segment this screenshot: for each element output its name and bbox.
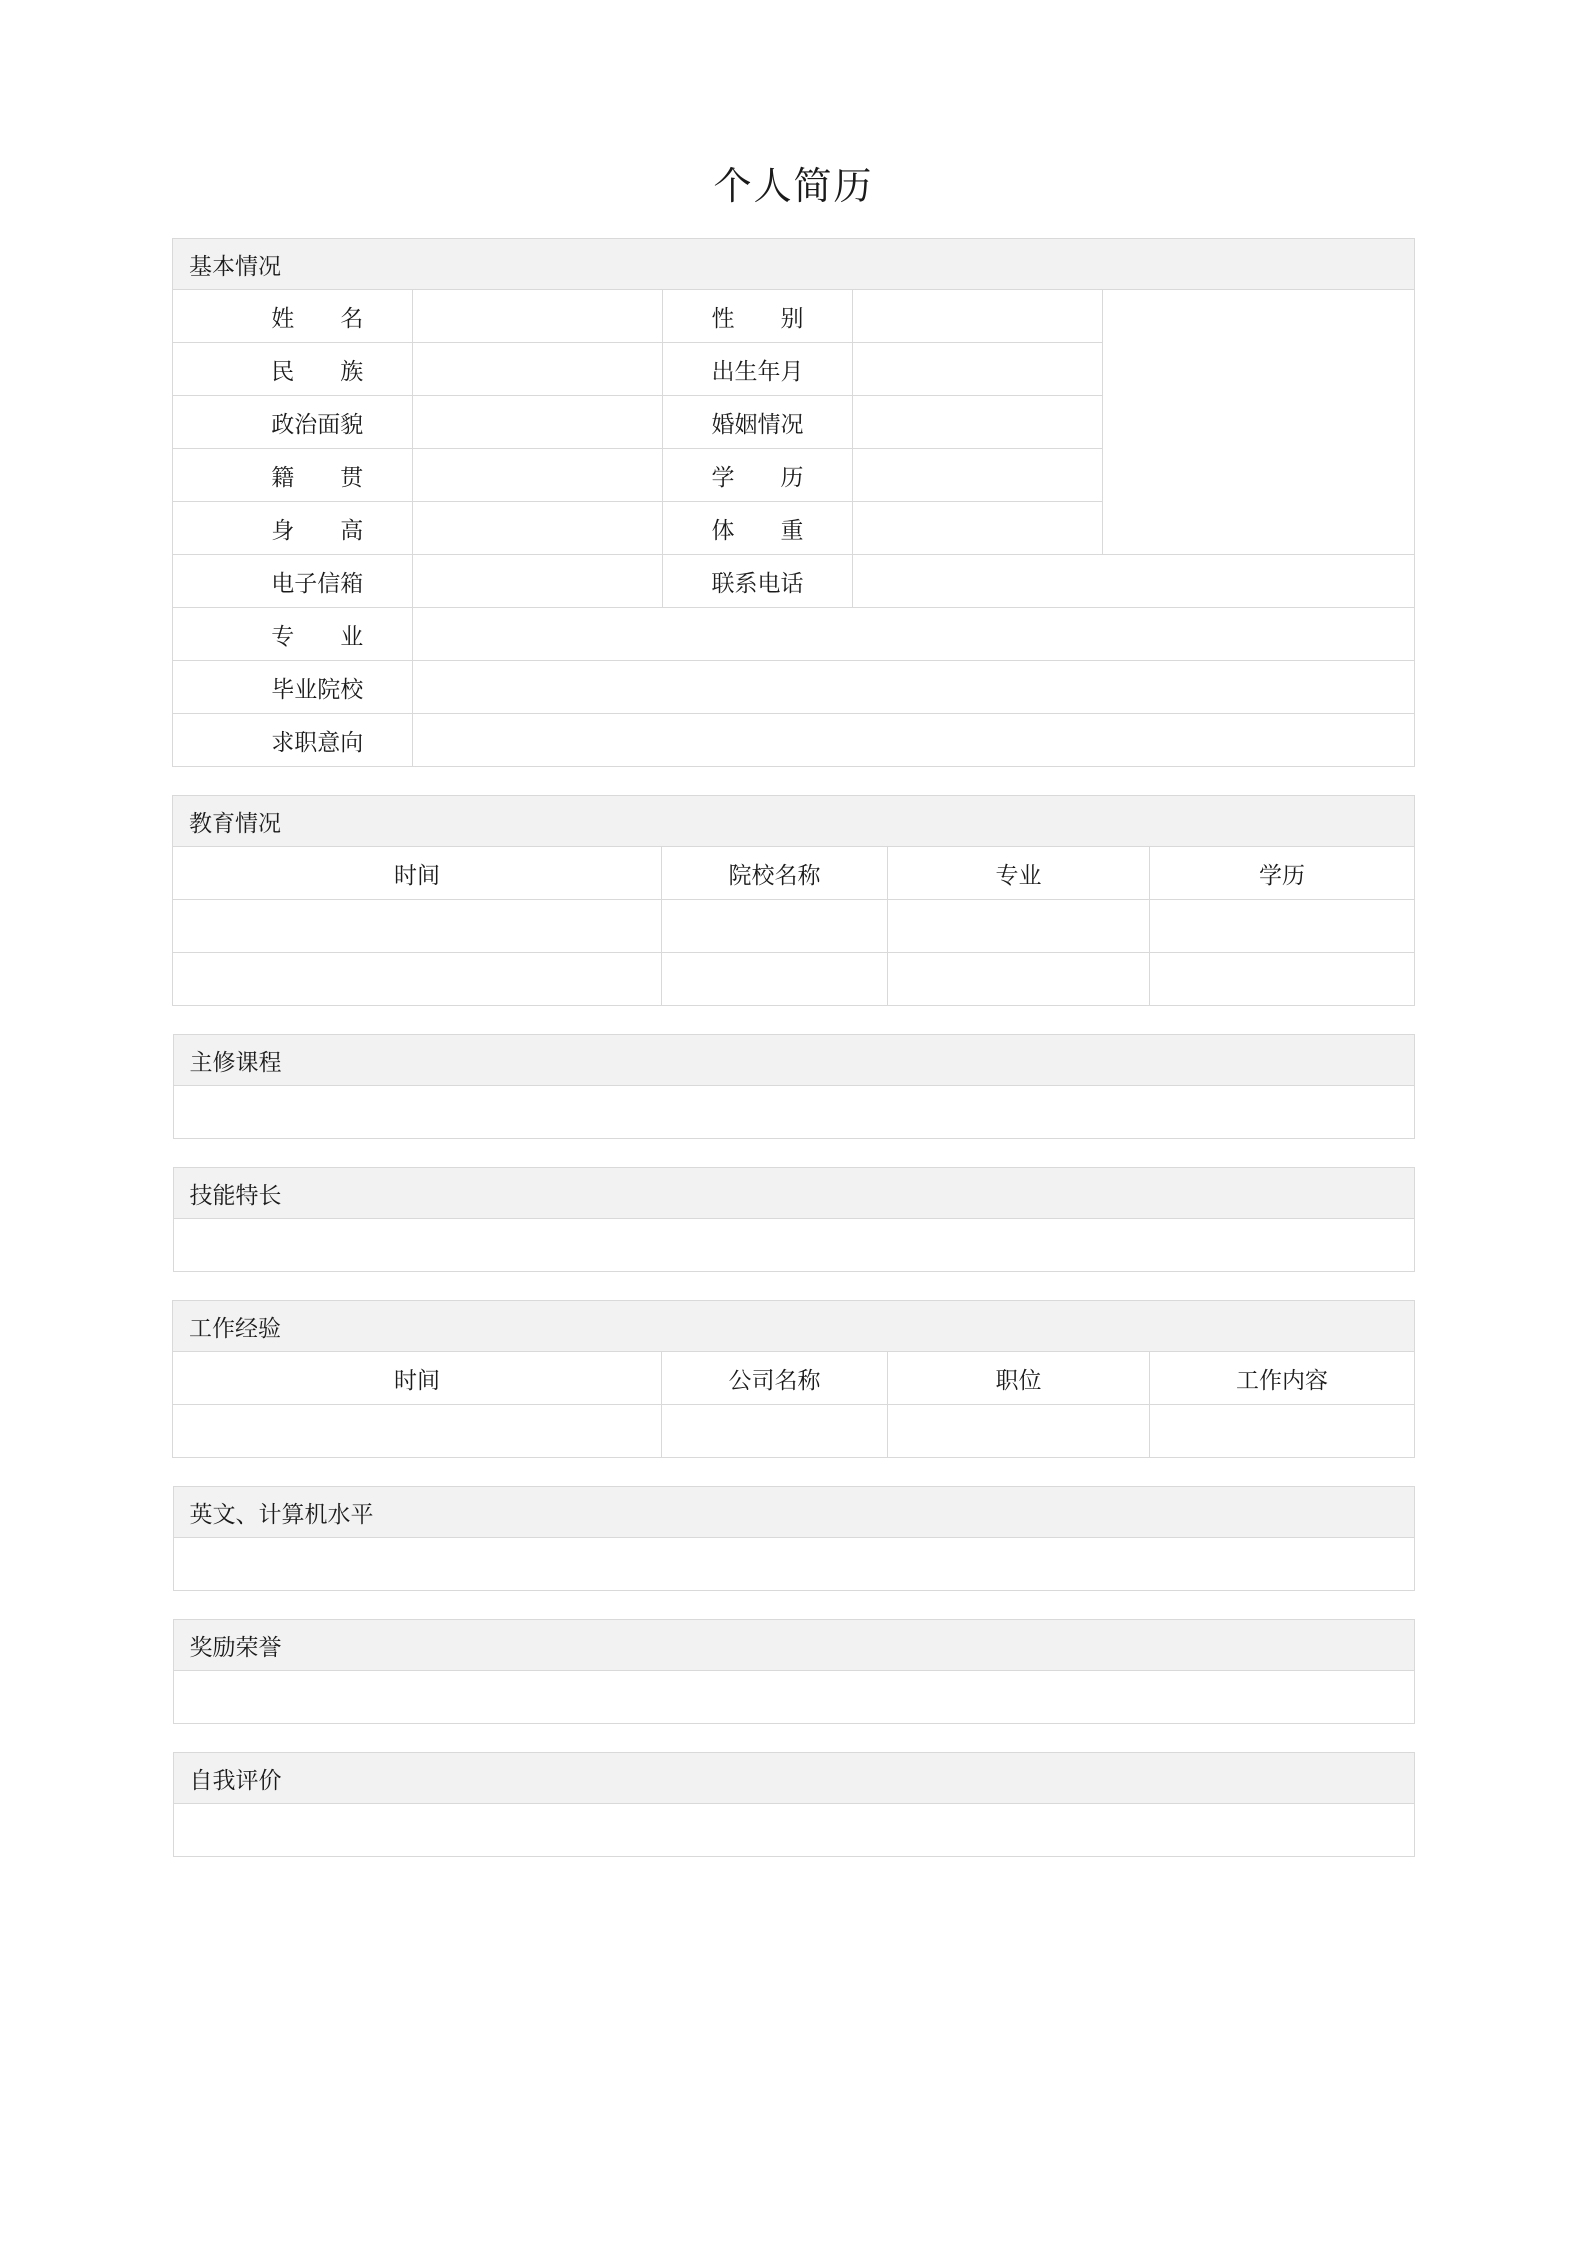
english-computer-content[interactable]: [173, 1538, 1414, 1591]
section-title-skills: 技能特长: [173, 1168, 1414, 1219]
column-header-position: 职位: [887, 1352, 1149, 1405]
basic-row-school: [172, 661, 1414, 714]
field-birth[interactable]: [852, 343, 1102, 396]
indent-cell: [172, 608, 222, 661]
indent-cell: [172, 502, 222, 555]
field-major[interactable]: [412, 608, 1414, 661]
education-column-headers: [172, 847, 1414, 900]
column-header-duties: 工作内容: [1149, 1352, 1414, 1405]
photo-placeholder[interactable]: [1102, 290, 1414, 555]
label-native-place: 籍 贯: [222, 449, 412, 502]
education-table: [172, 795, 1415, 1006]
education-cell-degree[interactable]: [1149, 953, 1414, 1006]
column-header-degree: 学历: [1149, 847, 1414, 900]
column-header-school: 院校名称: [661, 847, 887, 900]
label-height: 身 高: [222, 502, 412, 555]
field-education[interactable]: [852, 449, 1102, 502]
table-row: [172, 1405, 1414, 1458]
skills-content-row: [173, 1219, 1414, 1272]
awards-table: [173, 1619, 1415, 1724]
table-row: [172, 953, 1414, 1006]
field-name[interactable]: [412, 290, 662, 343]
label-gender: 性 别: [662, 290, 852, 343]
label-name: 姓 名: [222, 290, 412, 343]
work-cell-position[interactable]: [887, 1405, 1149, 1458]
courses-content-row: [173, 1086, 1414, 1139]
field-phone[interactable]: [852, 555, 1414, 608]
indent-cell: [172, 343, 222, 396]
section-header-english-computer: [173, 1487, 1414, 1538]
courses-table: [173, 1034, 1415, 1139]
basic-row-name-gender: [172, 290, 1414, 343]
education-cell-time[interactable]: [172, 900, 661, 953]
indent-cell: [172, 661, 222, 714]
column-header-time: 时间: [172, 847, 661, 900]
work-cell-company[interactable]: [661, 1405, 887, 1458]
indent-cell: [172, 714, 222, 767]
column-header-time: 时间: [172, 1352, 661, 1405]
table-row: [172, 900, 1414, 953]
label-school: 毕业院校: [222, 661, 412, 714]
skills-content[interactable]: [173, 1219, 1414, 1272]
section-title-education: 教育情况: [172, 796, 1414, 847]
indent-cell: [172, 449, 222, 502]
label-political: 政治面貌: [222, 396, 412, 449]
field-weight[interactable]: [852, 502, 1102, 555]
section-header-education: [172, 796, 1414, 847]
label-major: 专 业: [222, 608, 412, 661]
section-header-work: [172, 1301, 1414, 1352]
column-header-major: 专业: [887, 847, 1149, 900]
section-header-self-evaluation: [173, 1753, 1414, 1804]
basic-row-major: [172, 608, 1414, 661]
work-cell-time[interactable]: [172, 1405, 661, 1458]
label-email: 电子信箱: [222, 555, 412, 608]
field-height[interactable]: [412, 502, 662, 555]
awards-content-row: [173, 1671, 1414, 1724]
section-header-courses: [173, 1035, 1414, 1086]
self-evaluation-table: [173, 1752, 1415, 1857]
section-header-awards: [173, 1620, 1414, 1671]
section-header-skills: [173, 1168, 1414, 1219]
label-job-intention: 求职意向: [222, 714, 412, 767]
column-header-company: 公司名称: [661, 1352, 887, 1405]
field-ethnicity[interactable]: [412, 343, 662, 396]
education-cell-degree[interactable]: [1149, 900, 1414, 953]
section-title-awards: 奖励荣誉: [173, 1620, 1414, 1671]
label-weight: 体 重: [662, 502, 852, 555]
indent-cell: [172, 555, 222, 608]
label-marital: 婚姻情况: [662, 396, 852, 449]
page-title: 个人简历: [713, 166, 874, 208]
section-title-self-evaluation: 自我评价: [173, 1753, 1414, 1804]
field-political[interactable]: [412, 396, 662, 449]
indent-cell: [172, 290, 222, 343]
basic-row-email-phone: [172, 555, 1414, 608]
label-ethnicity: 民 族: [222, 343, 412, 396]
self-evaluation-content[interactable]: [173, 1804, 1414, 1857]
field-job-intention[interactable]: [412, 714, 1414, 767]
section-title-english-computer: 英文、计算机水平: [173, 1487, 1414, 1538]
awards-content[interactable]: [173, 1671, 1414, 1724]
section-title-work: 工作经验: [172, 1301, 1414, 1352]
english-computer-table: [173, 1486, 1415, 1591]
education-cell-school[interactable]: [661, 900, 887, 953]
field-marital[interactable]: [852, 396, 1102, 449]
field-native-place[interactable]: [412, 449, 662, 502]
education-cell-major[interactable]: [887, 953, 1149, 1006]
field-gender[interactable]: [852, 290, 1102, 343]
basic-row-job-intention: [172, 714, 1414, 767]
field-school[interactable]: [412, 661, 1414, 714]
label-phone: 联系电话: [662, 555, 852, 608]
label-birth: 出生年月: [662, 343, 852, 396]
basic-info-table: [172, 238, 1415, 767]
work-table: [172, 1300, 1415, 1458]
self-evaluation-content-row: [173, 1804, 1414, 1857]
work-column-headers: [172, 1352, 1414, 1405]
label-education: 学 历: [662, 449, 852, 502]
indent-cell: [172, 396, 222, 449]
courses-content[interactable]: [173, 1086, 1414, 1139]
field-email[interactable]: [412, 555, 662, 608]
work-cell-duties[interactable]: [1149, 1405, 1414, 1458]
education-cell-time[interactable]: [172, 953, 661, 1006]
section-title-courses: 主修课程: [173, 1035, 1414, 1086]
education-cell-major[interactable]: [887, 900, 1149, 953]
education-cell-school[interactable]: [661, 953, 887, 1006]
english-computer-content-row: [173, 1538, 1414, 1591]
section-header-basic: [172, 239, 1414, 290]
skills-table: [173, 1167, 1415, 1272]
section-title-basic: 基本情况: [172, 239, 1414, 290]
